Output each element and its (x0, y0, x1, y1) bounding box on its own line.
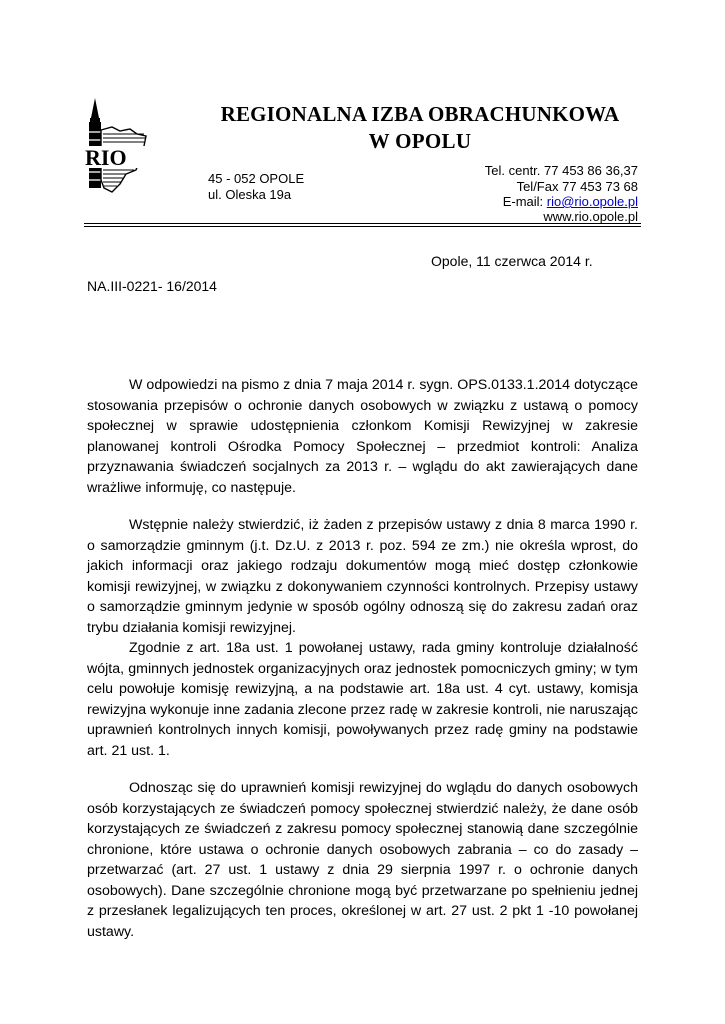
paragraph-2: Wstępnie należy stwierdzić, iż żaden z przepisów ustawy z dnia 8 marca 1990 r. o samorządzie gminnym (j.t. Dz.U. z 2013 r. poz. 594 ze zm.) nie określa wprost, do jakich informacji oraz jakiego rodzaju dokumentów mogą mieć dostęp członkowie komisji rewizyjnej, w związku z dokonywaniem czynności kontrolnych. Przepisy ustawy o samorządzie gminnym jedynie w sposób ogólny odnoszą się do zakresu zadań oraz trybu działania komisji rewizyjnej. (87, 517, 638, 636)
fax: Tel/Fax 77 453 73 68 (516, 179, 638, 194)
address-postal: 45 - 052 OPOLE (208, 171, 305, 186)
letter-body (87, 375, 638, 942)
paragraph-3: Zgodnie z art. 18a ust. 1 powołanej ustawy, rada gminy kontroluje działalność wójta, gminnych jednostek organizacyjnych oraz jednostek pomocniczych gminy; w tym celu powołuje komisję rewizyjną, a na podstawie art. 18a ust. 4 cyt. ustawy, komisja rewizyjna wykonuje inne zadania zlecone przez radę w zakresie kontroli, nie naruszając uprawnień kontrolnych innych komisji, powoływanych przez radę gminy na podstawie art. 21 ust. 1. (87, 640, 638, 759)
rio-logo (80, 96, 152, 196)
svg-text:RIO: RIO (85, 145, 127, 170)
institution-city: W OPOLU (368, 129, 472, 153)
email-label: E-mail: (502, 194, 547, 209)
header-divider-secondary (84, 226, 641, 227)
website[interactable]: www.rio.opole.pl (543, 209, 638, 224)
institution-name: REGIONALNA IZBA OBRACHUNKOWA (220, 102, 620, 126)
telephone: Tel. centr. 77 453 86 36,37 (484, 163, 638, 178)
letter-date: Opole, 11 czerwca 2014 r. (431, 253, 593, 269)
email-link[interactable]: rio@rio.opole.pl (546, 194, 638, 209)
paragraph-1: W odpowiedzi na pismo z dnia 7 maja 2014 r. sygn. OPS.0133.1.2014 dotyczące stosowania przepisów o ochronie danych osobowych w związku z ustawą o pomocy społecznej w sprawie udostępnienia członkom Komisji Rewizyjnej w zakresie planowanej kontroli Ośrodka Pomocy Społecznej – przedmiot kontroli: Analiza przyznawania świadczeń socjalnych za 2013 r. – wglądu do akt zawierających dane wrażliwe informuję, co następuje. (87, 377, 638, 496)
reference-number: NA.III-0221- 16/2014 (87, 278, 217, 294)
email-line (503, 194, 638, 209)
address-street: ul. Oleska 19a (208, 187, 292, 202)
paragraph-4: Odnosząc się do uprawnień komisji rewizyjnej do wglądu do danych osobowych osób korzystających ze świadczeń pomocy społecznej stwierdzić należy, że dane osób korzystających ze świadczeń z zakresu pomocy społecznej stanowią dane szczególnie chronione, które ustawa o ochronie danych osobowych zabrania – co do zasady – przetwarzać (art. 27 ust. 1 ustawy z dnia 29 sierpnia 1997 r. o ochronie danych osobowych). Dane szczególnie chronione mogą być przetwarzane po spełnieniu jednej z przesłanek legalizujących ten proces, określonej w art. 27 ust. 2 pkt 1 -10 powołanej ustawy. (87, 780, 638, 940)
header-divider (84, 223, 641, 224)
